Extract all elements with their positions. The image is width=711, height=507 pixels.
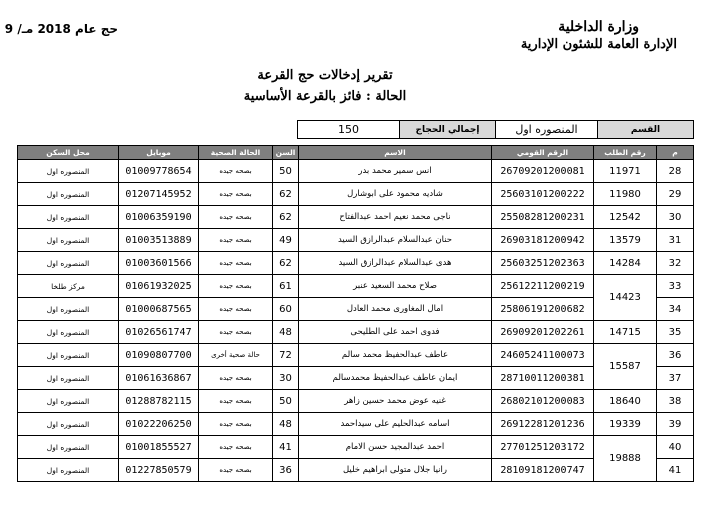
- cell-index: 32: [657, 252, 694, 275]
- cell-age: 30: [273, 367, 299, 390]
- cell-residence: المنصوره اول: [18, 344, 119, 367]
- cell-mobile: 01003601566: [119, 252, 199, 275]
- cell-national-id: 25612211200219: [492, 275, 594, 298]
- cell-index: 38: [657, 390, 694, 413]
- cell-request-no: 13579: [594, 229, 657, 252]
- cell-residence: مركز طلخا: [18, 275, 119, 298]
- col-residence: محل السكن: [18, 146, 119, 160]
- cell-age: 36: [273, 459, 299, 482]
- cell-residence: المنصوره اول: [18, 367, 119, 390]
- cell-residence: المنصوره اول: [18, 252, 119, 275]
- table-row: [18, 390, 694, 413]
- cell-national-id: 26909201202261: [492, 321, 594, 344]
- cell-request-no: 11980: [594, 183, 657, 206]
- cell-health: بصحه جيده: [199, 459, 273, 482]
- cell-name: ناجى محمد نعيم احمد عبدالفتاح: [299, 206, 492, 229]
- cell-national-id: 25806191200682: [492, 298, 594, 321]
- report-header: [521, 18, 677, 54]
- cell-national-id: 27701251203172: [492, 436, 594, 459]
- ministry-name: وزارة الداخلية: [558, 19, 639, 35]
- total-value: 150: [298, 121, 400, 139]
- cell-request-no: 19888: [594, 436, 657, 482]
- col-health: الحالة الصحية: [199, 146, 273, 160]
- cell-health: بصحه جيده: [199, 321, 273, 344]
- summary-table: [297, 120, 694, 139]
- cell-health: بصحه جيده: [199, 160, 273, 183]
- cell-health: بصحه جيده: [199, 252, 273, 275]
- cell-mobile: 01001855527: [119, 436, 199, 459]
- cell-index: 41: [657, 459, 694, 482]
- cell-residence: المنصوره اول: [18, 183, 119, 206]
- cell-index: 40: [657, 436, 694, 459]
- cell-residence: المنصوره اول: [18, 298, 119, 321]
- cell-name: غنيه عوض محمد حسين زاهر: [299, 390, 492, 413]
- col-name: الاسم: [299, 146, 492, 160]
- cell-health: بصحه جيده: [199, 229, 273, 252]
- cell-request-no: 15587: [594, 344, 657, 390]
- cell-index: 30: [657, 206, 694, 229]
- cell-name: اسامه عبدالحليم على سيداحمد: [299, 413, 492, 436]
- cell-residence: المنصوره اول: [18, 206, 119, 229]
- cell-national-id: 26802101200083: [492, 390, 594, 413]
- cell-health: بصحه جيده: [199, 206, 273, 229]
- report-title: تقرير إدخالات حج القرعة: [257, 68, 393, 83]
- cell-mobile: 01000687565: [119, 298, 199, 321]
- cell-name: احمد عبدالمجيد حسن الامام: [299, 436, 492, 459]
- cell-name: هدى عبدالسلام عبدالرازق السيد: [299, 252, 492, 275]
- cell-index: 37: [657, 367, 694, 390]
- total-label: إجمالي الحجاج: [400, 121, 496, 139]
- cell-request-no: 14284: [594, 252, 657, 275]
- cell-residence: المنصوره اول: [18, 229, 119, 252]
- cell-national-id: 26903181200942: [492, 229, 594, 252]
- cell-health: بصحه جيده: [199, 183, 273, 206]
- cell-health: بصحه جيده: [199, 390, 273, 413]
- cell-request-no: 12542: [594, 206, 657, 229]
- cell-national-id: 26709201200081: [492, 160, 594, 183]
- cell-age: 62: [273, 206, 299, 229]
- table-row: [18, 413, 694, 436]
- cell-request-no: 19339: [594, 413, 657, 436]
- cell-age: 60: [273, 298, 299, 321]
- cell-mobile: 01009778654: [119, 160, 199, 183]
- cell-national-id: 28710011200381: [492, 367, 594, 390]
- table-row: [18, 367, 694, 390]
- cell-request-no: 14423: [594, 275, 657, 321]
- pilgrims-table: [17, 145, 694, 482]
- cell-health: حالة صحية أخرى: [199, 344, 273, 367]
- cell-mobile: 01006359190: [119, 206, 199, 229]
- cell-residence: المنصوره اول: [18, 160, 119, 183]
- section-value: المنصوره اول: [496, 121, 598, 139]
- cell-index: 34: [657, 298, 694, 321]
- section-label: القسم: [598, 121, 694, 139]
- cell-age: 72: [273, 344, 299, 367]
- table-row: [18, 459, 694, 482]
- cell-age: 48: [273, 413, 299, 436]
- cell-mobile: 01227850579: [119, 459, 199, 482]
- cell-name: امال المغاورى محمد العادل: [299, 298, 492, 321]
- cell-name: رانيا جلال متولى ابراهيم خليل: [299, 459, 492, 482]
- table-row: [18, 436, 694, 459]
- cell-residence: المنصوره اول: [18, 321, 119, 344]
- cell-name: فدوى احمد على الطليحى: [299, 321, 492, 344]
- cell-national-id: 26912281201236: [492, 413, 594, 436]
- cell-name: صلاح محمد السعيد عنبر: [299, 275, 492, 298]
- table-row: [18, 183, 694, 206]
- cell-index: 35: [657, 321, 694, 344]
- cell-request-no: 18640: [594, 390, 657, 413]
- cell-mobile: 01061932025: [119, 275, 199, 298]
- col-request-no: رقم الطلب: [594, 146, 657, 160]
- table-row: [18, 252, 694, 275]
- col-national-id: الرقم القومي: [492, 146, 594, 160]
- cell-health: بصحه جيده: [199, 436, 273, 459]
- cell-national-id: 25508281200231: [492, 206, 594, 229]
- cell-index: 31: [657, 229, 694, 252]
- table-row: [18, 206, 694, 229]
- cell-health: بصحه جيده: [199, 298, 273, 321]
- cell-mobile: 01288782115: [119, 390, 199, 413]
- cell-age: 48: [273, 321, 299, 344]
- cell-index: 29: [657, 183, 694, 206]
- cell-mobile: 01090807700: [119, 344, 199, 367]
- table-header: [18, 146, 694, 160]
- cell-index: 39: [657, 413, 694, 436]
- cell-mobile: 01022206250: [119, 413, 199, 436]
- cell-age: 50: [273, 390, 299, 413]
- cell-name: انس سمير محمد بدر: [299, 160, 492, 183]
- cell-mobile: 01207145952: [119, 183, 199, 206]
- cell-health: بصحه جيده: [199, 413, 273, 436]
- cell-residence: المنصوره اول: [18, 390, 119, 413]
- cell-index: 36: [657, 344, 694, 367]
- cell-age: 61: [273, 275, 299, 298]
- table-row: [18, 344, 694, 367]
- report-status: الحالة : فائز بالقرعة الأساسية: [243, 89, 407, 104]
- cell-request-no: 14715: [594, 321, 657, 344]
- cell-name: حنان عبدالسلام عبدالرازق السيد: [299, 229, 492, 252]
- hajj-year: حج عام 2018 مـ/ 9: [4, 22, 118, 36]
- cell-name: شاديه محمود على ابوشارل: [299, 183, 492, 206]
- table-row: [18, 160, 694, 183]
- cell-national-id: 25603101200222: [492, 183, 594, 206]
- cell-national-id: 28109181200747: [492, 459, 594, 482]
- col-age: السن: [273, 146, 299, 160]
- cell-index: 28: [657, 160, 694, 183]
- cell-name: ايمان عاطف عبدالحفيظ محمدسالم: [299, 367, 492, 390]
- table-row: [18, 275, 694, 298]
- cell-residence: المنصوره اول: [18, 436, 119, 459]
- cell-age: 50: [273, 160, 299, 183]
- cell-index: 33: [657, 275, 694, 298]
- table-row: [18, 298, 694, 321]
- cell-national-id: 24605241100073: [492, 344, 594, 367]
- cell-age: 62: [273, 183, 299, 206]
- cell-age: 41: [273, 436, 299, 459]
- cell-mobile: 01003513889: [119, 229, 199, 252]
- col-mobile: موبايل: [119, 146, 199, 160]
- cell-mobile: 01061636867: [119, 367, 199, 390]
- cell-health: بصحه جيده: [199, 367, 273, 390]
- col-index: م: [657, 146, 694, 160]
- cell-residence: المنصوره اول: [18, 413, 119, 436]
- table-row: [18, 321, 694, 344]
- table-row: [18, 229, 694, 252]
- cell-health: بصحه جيده: [199, 275, 273, 298]
- department-name: الإدارة العامة للشئون الإدارية: [520, 37, 677, 52]
- cell-national-id: 25603251202363: [492, 252, 594, 275]
- cell-age: 62: [273, 252, 299, 275]
- cell-age: 49: [273, 229, 299, 252]
- cell-name: عاطف عبدالحفيظ محمد سالم: [299, 344, 492, 367]
- cell-request-no: 11971: [594, 160, 657, 183]
- cell-mobile: 01026561747: [119, 321, 199, 344]
- cell-residence: المنصوره اول: [18, 459, 119, 482]
